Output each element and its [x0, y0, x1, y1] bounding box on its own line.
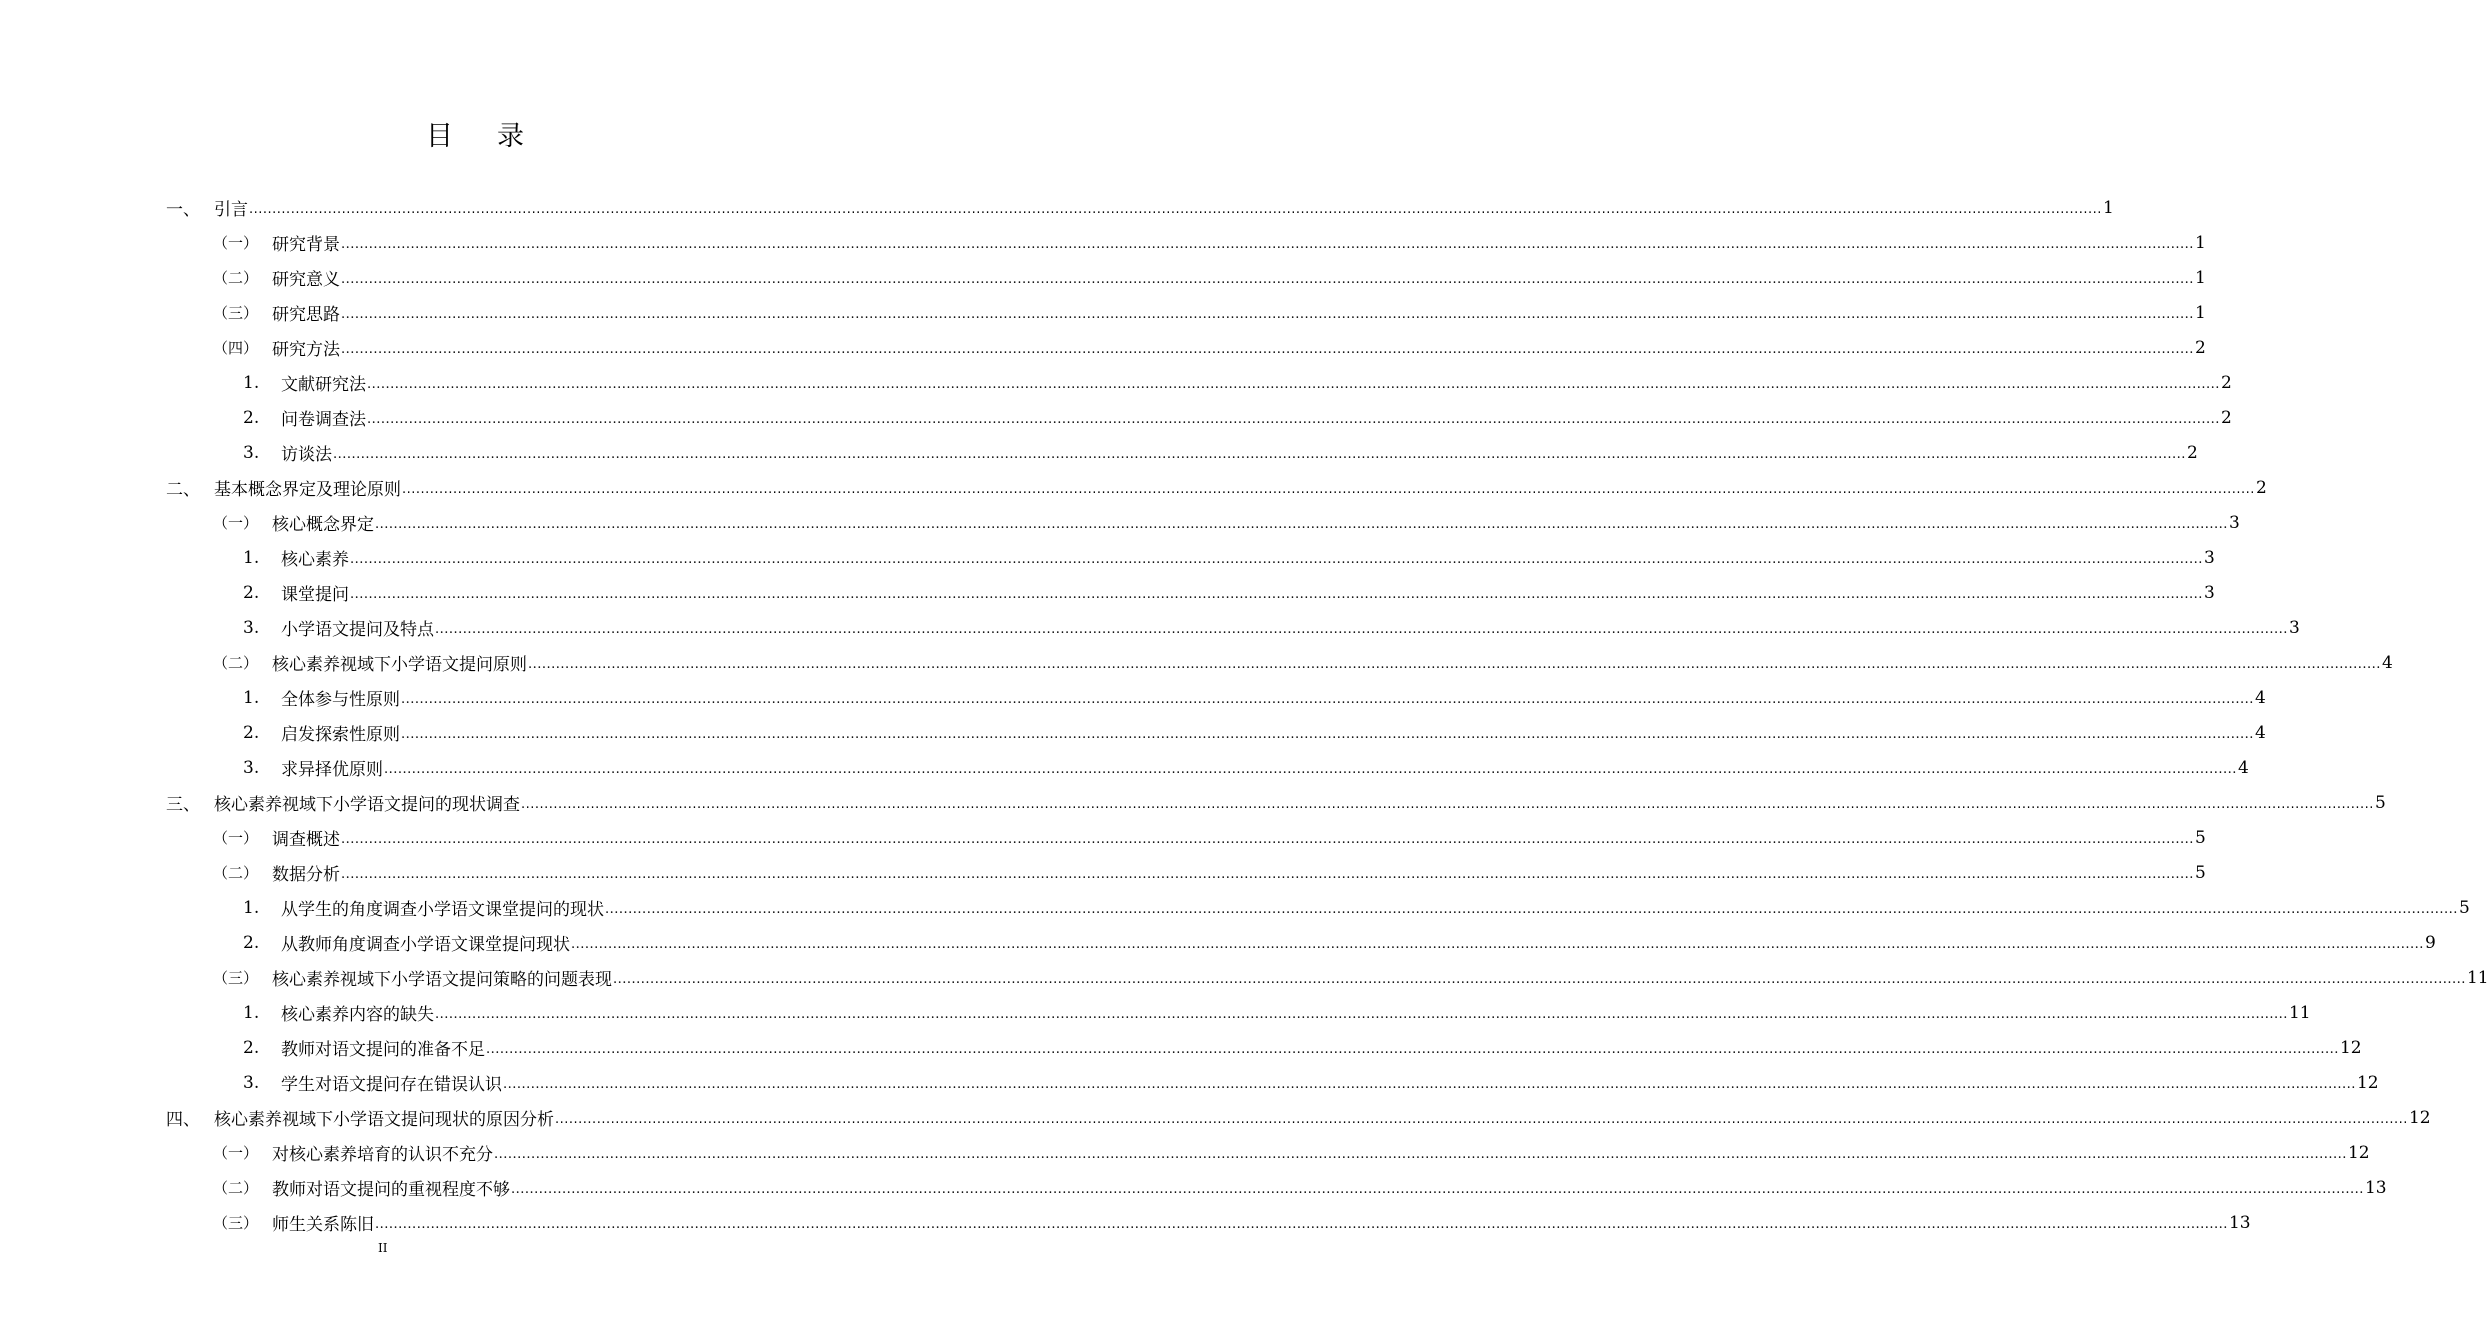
toc-entry-number: 一、 — [166, 200, 200, 220]
toc-entry[interactable] — [243, 400, 2232, 435]
dot-leader: ................................................................................................................................................................................................................................................................................................................................................................................................................ — [341, 237, 2194, 252]
toc-entry[interactable] — [243, 715, 2266, 750]
toc-entry-title: 核心素养 — [281, 550, 349, 570]
toc-entry-page: 12 — [2356, 1072, 2379, 1093]
toc-entry-title: 教师对语文提问的重视程度不够 — [272, 1180, 510, 1200]
toc-entry-title: 数据分析 — [272, 865, 340, 885]
toc-entry-title: 全体参与性原则 — [281, 690, 400, 710]
toc-entry-page: 5 — [2374, 792, 2386, 813]
dot-leader: ................................................................................................................................................................................................................................................................................................................................................................................................................ — [435, 622, 2288, 637]
toc-entry[interactable] — [243, 925, 2436, 960]
dot-leader: ................................................................................................................................................................................................................................................................................................................................................................................................................ — [494, 1147, 2347, 1162]
toc-entry-number: （一） — [213, 829, 259, 847]
toc-entry-number: 3. — [243, 757, 260, 778]
dot-leader: ................................................................................................................................................................................................................................................................................................................................................................................................................ — [521, 797, 2374, 812]
toc-entry-number: （三） — [213, 969, 259, 987]
dot-leader: ................................................................................................................................................................................................................................................................................................................................................................................................................ — [511, 1182, 2364, 1197]
toc-entry[interactable] — [166, 785, 2386, 820]
toc-entry-number: 1. — [243, 372, 260, 393]
toc-entry-title: 研究背景 — [272, 235, 340, 255]
toc-entry-title: 核心素养视域下小学语文提问原则 — [272, 655, 527, 675]
toc-entry-page: 13 — [2364, 1177, 2387, 1198]
dot-leader: ................................................................................................................................................................................................................................................................................................................................................................................................................ — [503, 1077, 2356, 1092]
toc-entry-number: 2. — [243, 1037, 260, 1058]
dot-leader: ................................................................................................................................................................................................................................................................................................................................................................................................................ — [341, 307, 2194, 322]
toc-entry-title: 核心素养视域下小学语文提问现状的原因分析 — [214, 1110, 554, 1130]
toc-entry-title: 求异择优原则 — [281, 760, 383, 780]
dot-leader: ................................................................................................................................................................................................................................................................................................................................................................................................................ — [350, 587, 2203, 602]
toc-entry-page: 4 — [2254, 687, 2266, 708]
toc-entry[interactable] — [243, 610, 2300, 645]
toc-title — [0, 114, 950, 153]
toc-entry-page: 13 — [2228, 1212, 2251, 1233]
toc-entry-number: 2. — [243, 582, 260, 603]
toc-entry-number: （一） — [213, 234, 259, 252]
toc-entry-title: 问卷调查法 — [281, 410, 366, 430]
toc-entry[interactable] — [243, 1065, 2379, 1100]
toc-entry-page: 3 — [2203, 582, 2215, 603]
toc-entry-number: （二） — [213, 864, 259, 882]
toc-entry-title: 核心素养内容的缺失 — [281, 1005, 434, 1025]
toc-entry[interactable] — [243, 1030, 2362, 1065]
dot-leader: ................................................................................................................................................................................................................................................................................................................................................................................................................ — [341, 832, 2194, 847]
toc-entry[interactable] — [213, 505, 2240, 540]
toc-entry[interactable] — [213, 960, 2489, 995]
toc-entry-page: 4 — [2237, 757, 2249, 778]
toc-entry-page: 3 — [2228, 512, 2240, 533]
toc-entry-title: 访谈法 — [281, 445, 332, 465]
toc-entry[interactable] — [243, 540, 2215, 575]
toc-entry[interactable] — [243, 575, 2215, 610]
dot-leader: ................................................................................................................................................................................................................................................................................................................................................................................................................ — [571, 937, 2424, 952]
toc-entry-title: 师生关系陈旧 — [272, 1215, 374, 1235]
toc-entry[interactable] — [243, 680, 2266, 715]
dot-leader: ................................................................................................................................................................................................................................................................................................................................................................................................................ — [249, 202, 2102, 217]
toc-entry-title: 核心概念界定 — [272, 515, 374, 535]
toc-entry-number: 2. — [243, 407, 260, 428]
toc-entry-title: 课堂提问 — [281, 585, 349, 605]
toc-entry-page: 3 — [2203, 547, 2215, 568]
dot-leader: ................................................................................................................................................................................................................................................................................................................................................................................................................ — [486, 1042, 2339, 1057]
toc-entry[interactable] — [166, 190, 2114, 225]
toc-entry[interactable] — [213, 260, 2206, 295]
dot-leader: ................................................................................................................................................................................................................................................................................................................................................................................................................ — [341, 272, 2194, 287]
dot-leader: ................................................................................................................................................................................................................................................................................................................................................................................................................ — [435, 1007, 2288, 1022]
title-char-1: 目 — [426, 121, 453, 152]
toc-entry-title: 小学语文提问及特点 — [281, 620, 434, 640]
toc-entry-number: 1. — [243, 897, 260, 918]
toc-entry-number: （三） — [213, 1214, 259, 1232]
toc-entry-title: 从学生的角度调查小学语文课堂提问的现状 — [281, 900, 604, 920]
toc-entry-page: 5 — [2458, 897, 2470, 918]
dot-leader: ................................................................................................................................................................................................................................................................................................................................................................................................................ — [333, 447, 2186, 462]
toc-entry-number: 2. — [243, 722, 260, 743]
dot-leader: ................................................................................................................................................................................................................................................................................................................................................................................................................ — [401, 692, 2254, 707]
toc-entry-number: （二） — [213, 1179, 259, 1197]
toc-entry-number: 1. — [243, 547, 260, 568]
toc-entry-title: 核心素养视域下小学语文提问策略的问题表现 — [272, 970, 612, 990]
dot-leader: ................................................................................................................................................................................................................................................................................................................................................................................................................ — [402, 482, 2255, 497]
toc-entry-title: 从教师角度调查小学语文课堂提问现状 — [281, 935, 570, 955]
dot-leader: ................................................................................................................................................................................................................................................................................................................................................................................................................ — [555, 1112, 2408, 1127]
toc-entry-page: 12 — [2339, 1037, 2362, 1058]
dot-leader: ................................................................................................................................................................................................................................................................................................................................................................................................................ — [605, 902, 2458, 917]
toc-entry-title: 研究思路 — [272, 305, 340, 325]
toc-entry-title: 基本概念界定及理论原则 — [214, 480, 401, 500]
toc-entry[interactable] — [166, 470, 2267, 505]
toc-entry[interactable] — [213, 1205, 2251, 1240]
toc-entry-page: 11 — [2288, 1002, 2311, 1023]
toc-entry-title: 对核心素养培育的认识不充分 — [272, 1145, 493, 1165]
toc-entry-number: 3. — [243, 442, 260, 463]
toc-entry-page: 2 — [2220, 407, 2232, 428]
toc-entry-number: （一） — [213, 514, 259, 532]
dot-leader: ................................................................................................................................................................................................................................................................................................................................................................................................................ — [341, 867, 2194, 882]
toc-entry-page: 11 — [2466, 967, 2489, 988]
dot-leader: ................................................................................................................................................................................................................................................................................................................................................................................................................ — [375, 1217, 2228, 1232]
toc-entry[interactable] — [243, 750, 2249, 785]
toc-entry[interactable] — [213, 645, 2393, 680]
toc-entry-page: 3 — [2288, 617, 2300, 638]
toc-entry[interactable] — [243, 890, 2470, 925]
toc-entry-page: 1 — [2194, 267, 2206, 288]
toc-entry[interactable] — [213, 295, 2206, 330]
toc-entry-title: 研究意义 — [272, 270, 340, 290]
toc-entry-number: （二） — [213, 269, 259, 287]
dot-leader: ................................................................................................................................................................................................................................................................................................................................................................................................................ — [375, 517, 2228, 532]
toc-entry-title: 教师对语文提问的准备不足 — [281, 1040, 485, 1060]
toc-entry-title: 研究方法 — [272, 340, 340, 360]
toc-entry-number: （四） — [213, 339, 259, 357]
toc-entry-page: 12 — [2408, 1107, 2431, 1128]
toc-entry-page: 2 — [2194, 337, 2206, 358]
toc-entry[interactable] — [213, 855, 2206, 890]
toc-entry-title: 核心素养视域下小学语文提问的现状调查 — [214, 795, 520, 815]
dot-leader: ................................................................................................................................................................................................................................................................................................................................................................................................................ — [341, 342, 2194, 357]
dot-leader: ................................................................................................................................................................................................................................................................................................................................................................................................................ — [384, 762, 2237, 777]
toc-entry-title: 调查概述 — [272, 830, 340, 850]
toc-entry[interactable] — [243, 435, 2198, 470]
toc-entry[interactable] — [243, 995, 2311, 1030]
dot-leader: ................................................................................................................................................................................................................................................................................................................................................................................................................ — [528, 657, 2381, 672]
dot-leader: ................................................................................................................................................................................................................................................................................................................................................................................................................ — [367, 377, 2220, 392]
toc-entry-title: 文献研究法 — [281, 375, 366, 395]
toc-entry-number: 1. — [243, 1002, 260, 1023]
toc-entry-number: 2. — [243, 932, 260, 953]
toc-entry-page: 5 — [2194, 862, 2206, 883]
toc-entry-number: 四、 — [166, 1110, 200, 1130]
toc-entry-number: 3. — [243, 617, 260, 638]
title-char-2: 录 — [497, 121, 524, 152]
page-number-footer: II — [378, 1241, 388, 1255]
toc-entry-number: 二、 — [166, 480, 200, 500]
toc-entry-title: 学生对语文提问存在错误认识 — [281, 1075, 502, 1095]
toc-entry-page: 2 — [2186, 442, 2198, 463]
toc-entry[interactable] — [213, 225, 2206, 260]
toc-entry-title: 启发探索性原则 — [281, 725, 400, 745]
toc-entry-page: 4 — [2254, 722, 2266, 743]
toc-entry[interactable] — [213, 330, 2206, 365]
toc-entry[interactable] — [213, 820, 2206, 855]
toc-entry-page: 1 — [2194, 302, 2206, 323]
toc-entry-page: 2 — [2255, 477, 2267, 498]
toc-entry-page: 4 — [2381, 652, 2393, 673]
toc-entry-number: （一） — [213, 1144, 259, 1162]
toc-entry-page: 9 — [2424, 932, 2436, 953]
toc-entry-page: 1 — [2102, 197, 2114, 218]
toc-entry-title: 引言 — [214, 200, 248, 220]
toc-entry-number: （二） — [213, 654, 259, 672]
dot-leader: ................................................................................................................................................................................................................................................................................................................................................................................................................ — [401, 727, 2254, 742]
toc-entry-number: 3. — [243, 1072, 260, 1093]
dot-leader: ................................................................................................................................................................................................................................................................................................................................................................................................................ — [367, 412, 2220, 427]
toc-entry-page: 5 — [2194, 827, 2206, 848]
toc-entry-number: （三） — [213, 304, 259, 322]
dot-leader: ................................................................................................................................................................................................................................................................................................................................................................................................................ — [613, 972, 2466, 987]
toc-entry[interactable] — [243, 365, 2232, 400]
toc-entry-number: 1. — [243, 687, 260, 708]
toc-entry[interactable] — [166, 1100, 2431, 1135]
toc-entry-page: 1 — [2194, 232, 2206, 253]
toc-entry-page: 12 — [2347, 1142, 2370, 1163]
toc-entry[interactable] — [213, 1135, 2370, 1170]
toc-entry[interactable] — [213, 1170, 2387, 1205]
toc-entry-page: 2 — [2220, 372, 2232, 393]
toc-entry-number: 三、 — [166, 795, 200, 815]
dot-leader: ................................................................................................................................................................................................................................................................................................................................................................................................................ — [350, 552, 2203, 567]
